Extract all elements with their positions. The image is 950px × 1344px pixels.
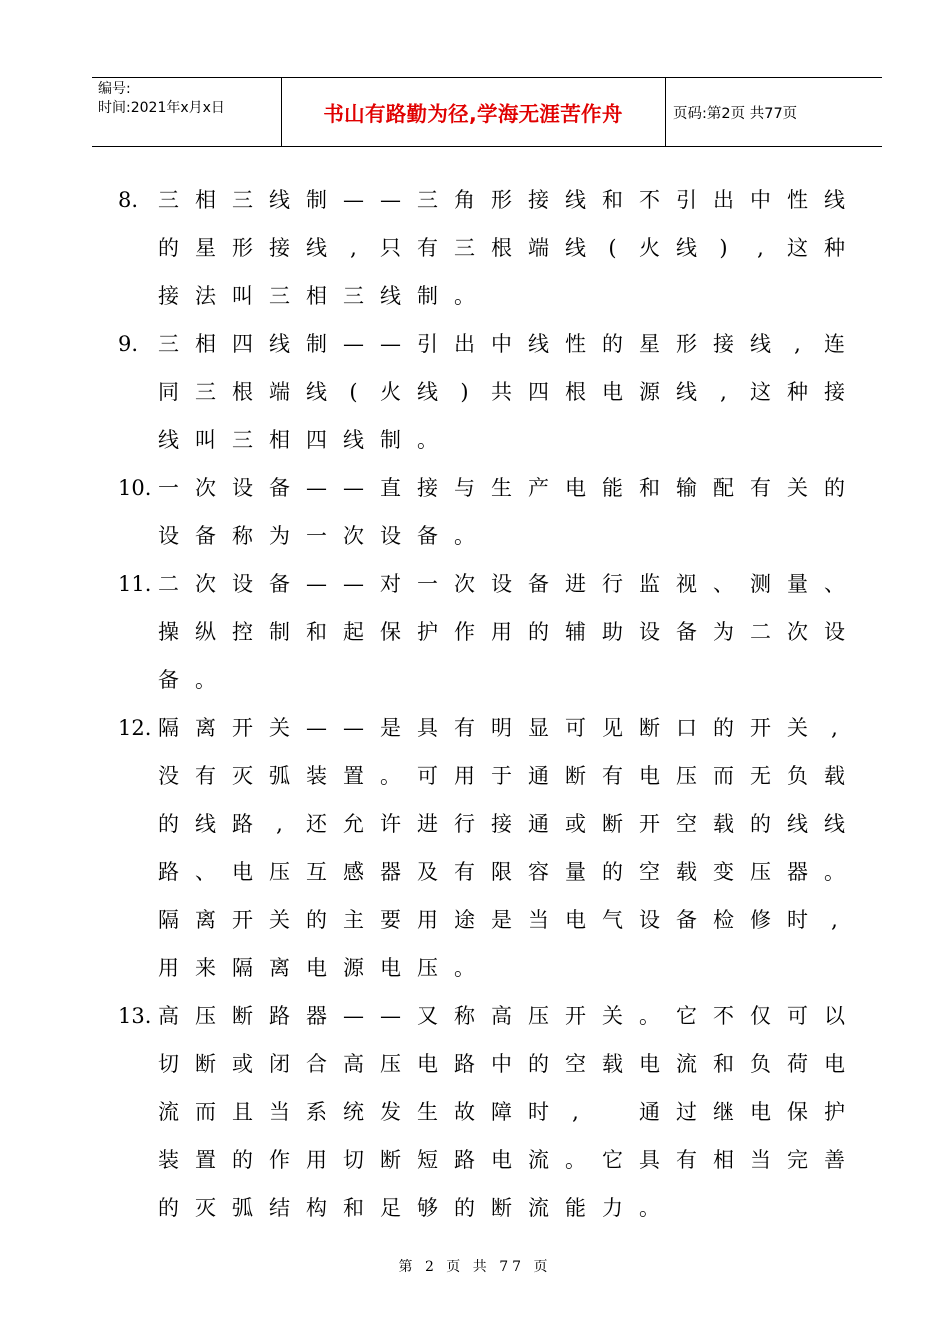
line-text: 用 来 隔 离 电 源 电 压 。: [158, 956, 475, 980]
line-text: 路 、 电 压 互 感 器 及 有 限 容 量 的 空 载 变 压 器 。: [158, 860, 845, 884]
definition-item: [118, 992, 859, 1232]
text-line: [118, 320, 859, 368]
line-text: 隔 离 开 关 的 主 要 用 途 是 当 电 气 设 备 检 修 时 ,: [158, 908, 838, 932]
text-line: [118, 512, 859, 560]
line-text: 备 。: [158, 668, 216, 692]
line-text: 的 星 形 接 线 , 只 有 三 根 端 线 ( 火 线 ) , 这 种: [158, 236, 845, 260]
item-number: 9.: [118, 332, 139, 356]
text-line: [118, 752, 859, 800]
document-time-label: 时间:2021年x月x日: [98, 100, 225, 116]
line-text: 高 压 断 路 器 — — 又 称 高 压 开 关 。 它 不 仅 可 以: [158, 1004, 845, 1028]
line-text: 一 次 设 备 — — 直 接 与 生 产 电 能 和 输 配 有 关 的: [158, 476, 845, 500]
definition-item: [118, 704, 859, 992]
item-number: 10.: [118, 476, 152, 500]
text-line: [118, 656, 859, 704]
line-text: 接 法 叫 三 相 三 线 制 。: [158, 284, 475, 308]
line-text: 同 三 根 端 线 ( 火 线 ) 共 四 根 电 源 线 , 这 种 接: [158, 380, 845, 404]
document-body: [118, 176, 859, 1232]
text-line: [118, 800, 859, 848]
text-line: [118, 1088, 859, 1136]
header-left-cell: [98, 80, 225, 118]
text-line: [118, 416, 859, 464]
item-number: 8.: [118, 188, 139, 212]
text-line: [118, 704, 859, 752]
text-line: [118, 464, 859, 512]
text-line: [118, 224, 859, 272]
text-line: [118, 608, 859, 656]
document-number-label: 编号:: [98, 81, 131, 97]
text-line: [118, 368, 859, 416]
footer-page-number: 第 2 页 共 77 页: [398, 1259, 552, 1275]
text-line: [118, 896, 859, 944]
line-text: 三 相 三 线 制 — — 三 角 形 接 线 和 不 引 出 中 性 线: [158, 188, 845, 212]
line-text: 三 相 四 线 制 — — 引 出 中 线 性 的 星 形 接 线 , 连: [158, 332, 845, 356]
text-line: [118, 176, 859, 224]
definition-item: [118, 464, 859, 560]
line-text: 操 纵 控 制 和 起 保 护 作 用 的 辅 助 设 备 为 二 次 设: [158, 620, 845, 644]
item-number: 11.: [118, 572, 152, 596]
header-motto: 书山有路勤为径,学海无涯苦作舟: [323, 102, 623, 126]
text-line: [118, 992, 859, 1040]
definition-item: [118, 176, 859, 320]
page-footer: [0, 1256, 950, 1276]
header-table: [92, 77, 882, 147]
header-page-info: 页码:第2页 共77页: [673, 105, 798, 122]
line-text: 的 灭 弧 结 构 和 足 够 的 断 流 能 力 。: [158, 1196, 660, 1220]
line-text: 没 有 灭 弧 装 置 。 可 用 于 通 断 有 电 压 而 无 负 载: [158, 764, 845, 788]
line-text: 切 断 或 闭 合 高 压 电 路 中 的 空 载 电 流 和 负 荷 电: [158, 1052, 845, 1076]
line-text: 二 次 设 备 — — 对 一 次 设 备 进 行 监 视 、 测 量 、: [158, 572, 845, 596]
text-line: [118, 1184, 859, 1232]
text-line: [118, 560, 859, 608]
text-line: [118, 1040, 859, 1088]
header-divider: [665, 78, 666, 146]
definition-item: [118, 560, 859, 704]
text-line: [118, 1136, 859, 1184]
line-text: 设 备 称 为 一 次 设 备 。: [158, 524, 475, 548]
line-text: 装 置 的 作 用 切 断 短 路 电 流 。 它 具 有 相 当 完 善: [158, 1148, 845, 1172]
line-text: 的 线 路 , 还 允 许 进 行 接 通 或 断 开 空 载 的 线 线: [158, 812, 845, 836]
text-line: [118, 272, 859, 320]
item-number: 13.: [118, 1004, 152, 1028]
text-line: [118, 944, 859, 992]
definition-item: [118, 320, 859, 464]
text-line: [118, 848, 859, 896]
item-number: 12.: [118, 716, 152, 740]
line-text: 线 叫 三 相 四 线 制 。: [158, 428, 438, 452]
line-text: 流 而 且 当 系 统 发 生 故 障 时 , 通 过 继 电 保 护: [158, 1100, 845, 1124]
line-text: 隔 离 开 关 — — 是 具 有 明 显 可 见 断 口 的 开 关 ,: [158, 716, 838, 740]
